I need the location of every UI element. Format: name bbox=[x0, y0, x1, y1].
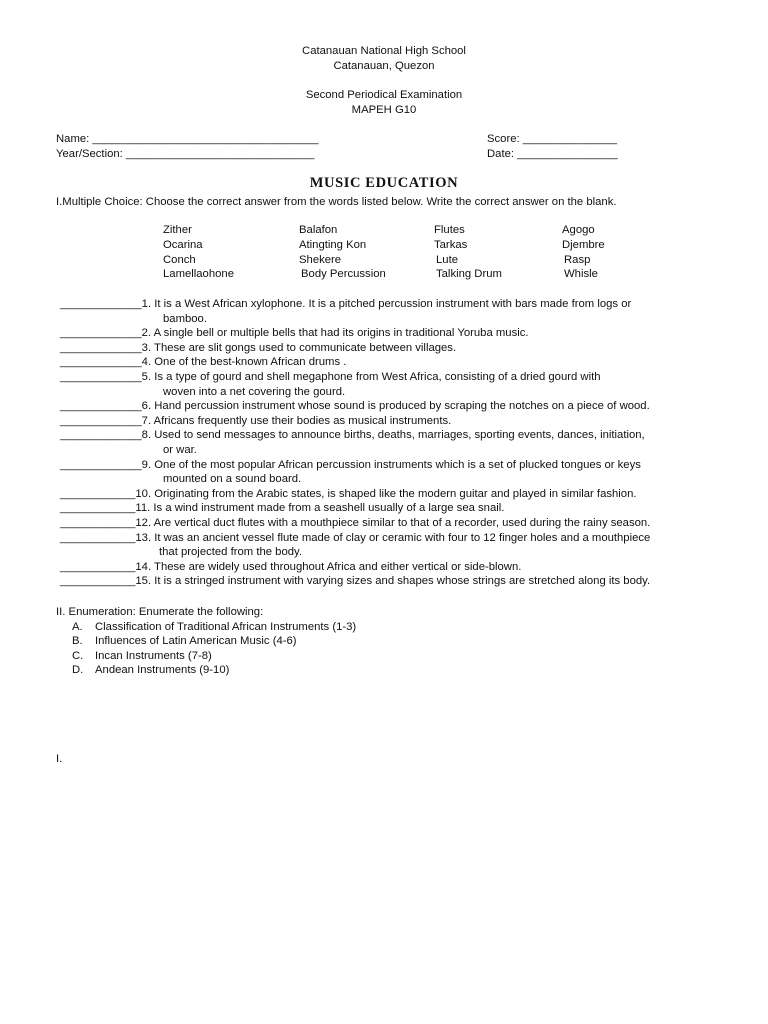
question-text: These are slit gongs used to communicate between villages. bbox=[151, 341, 457, 354]
question-text: Is a wind instrument made from a seashell usually of a large sea snail. bbox=[150, 502, 505, 515]
enumeration-letter: B. bbox=[72, 635, 83, 648]
year-section-field[interactable]: Year/Section: ______________________________ bbox=[56, 148, 315, 160]
question-text-continued: woven into a net covering the gourd. bbox=[163, 385, 346, 398]
question-item bbox=[60, 414, 760, 429]
question-text: Used to send messages to announce births, deaths, marriages, sporting events, dances, initiation, bbox=[151, 429, 645, 442]
enumeration-heading: II. Enumeration: Enumerate the following: bbox=[56, 606, 264, 618]
question-item bbox=[60, 399, 760, 414]
answer-blank[interactable]: ____________15. bbox=[60, 575, 152, 588]
exam-subject: MAPEH G10 bbox=[351, 104, 417, 116]
choice-word: Lute bbox=[436, 254, 458, 266]
enumeration-letter: A. bbox=[72, 620, 83, 633]
enumeration-item bbox=[56, 634, 356, 649]
choice-word: Balafon bbox=[299, 224, 338, 236]
question-text: Originating from the Arabic states, is shaped like the modern guitar and played in similar fashion. bbox=[151, 487, 637, 500]
choice-word: Lamellaohone bbox=[163, 268, 234, 280]
answer-blank[interactable]: _____________2. bbox=[60, 327, 152, 340]
answer-blank[interactable]: ____________11. bbox=[60, 502, 151, 515]
question-text-continued: that projected from the body. bbox=[159, 546, 302, 559]
answer-blank[interactable]: _____________4. bbox=[60, 356, 152, 369]
question-list bbox=[60, 297, 760, 589]
choice-word: Shekere bbox=[299, 254, 342, 266]
answer-blank[interactable]: _____________7. bbox=[60, 414, 152, 427]
question-item bbox=[60, 516, 760, 531]
question-text: Hand percussion instrument whose sound is produced by scraping the notches on a piece of wood. bbox=[151, 400, 650, 413]
answer-blank[interactable]: _____________3. bbox=[60, 341, 152, 354]
score-field[interactable]: Score: _______________ bbox=[487, 133, 618, 145]
question-text: It is a West African xylophone. It is a pitched percussion instrument with bars made from logs or bbox=[151, 298, 632, 310]
question-item bbox=[60, 487, 760, 502]
answer-blank[interactable]: _____________1. bbox=[60, 298, 152, 310]
question-text: It was an ancient vessel flute made of clay or ceramic with four to 12 finger holes and a mouthpiece bbox=[151, 531, 651, 544]
enumeration-text: Incan Instruments (7-8) bbox=[95, 649, 212, 662]
answer-blank[interactable]: _____________6. bbox=[60, 400, 152, 413]
answer-blank[interactable]: _____________9. bbox=[60, 458, 152, 471]
choice-word: Conch bbox=[163, 254, 196, 266]
multiple-choice-instructions: I.Multiple Choice: Choose the correct answer from the words listed below. Write the correct answer on the blank. bbox=[56, 196, 617, 208]
question-item bbox=[60, 560, 760, 575]
answer-blank[interactable]: ____________13. bbox=[60, 531, 152, 544]
enumeration-item bbox=[56, 620, 356, 635]
name-field[interactable]: Name: ____________________________________ bbox=[56, 133, 319, 145]
choice-word: Rasp bbox=[564, 254, 591, 266]
question-text: One of the most popular African percussion instruments which is a set of plucked tongues or keys bbox=[151, 458, 641, 471]
choice-word: Body Percussion bbox=[301, 268, 386, 280]
enumeration-section bbox=[56, 605, 356, 678]
answer-blank[interactable]: ____________14. bbox=[60, 560, 152, 573]
answer-blank[interactable]: ____________10. bbox=[60, 487, 152, 500]
question-text: Are vertical duct flutes with a mouthpiece similar to that of a recorder, used during the rainy season. bbox=[151, 516, 651, 529]
question-item bbox=[60, 574, 760, 589]
question-item bbox=[60, 326, 760, 341]
question-item bbox=[60, 341, 760, 356]
enumeration-letter: D. bbox=[72, 664, 84, 677]
question-text: These are widely used throughout Africa and either vertical or side-blown. bbox=[151, 560, 522, 573]
question-text-continued: mounted on a sound board. bbox=[163, 473, 302, 486]
answer-blank[interactable]: _____________8. bbox=[60, 429, 152, 442]
choice-word: Flutes bbox=[434, 224, 465, 236]
question-item bbox=[60, 531, 760, 560]
enumeration-text: Andean Instruments (9-10) bbox=[95, 664, 230, 677]
date-field[interactable]: Date: ________________ bbox=[487, 148, 618, 160]
question-text: One of the best-known African drums . bbox=[151, 356, 347, 369]
question-text: Africans frequently use their bodies as musical instruments. bbox=[151, 414, 452, 427]
question-item bbox=[60, 428, 760, 457]
school-name: Catanauan National High School bbox=[302, 45, 466, 57]
question-item bbox=[60, 458, 760, 487]
choice-word: Whisle bbox=[564, 268, 598, 280]
choice-word: Zither bbox=[163, 224, 192, 236]
question-item bbox=[60, 355, 760, 370]
question-text-continued: bamboo. bbox=[163, 312, 207, 325]
choice-word: Talking Drum bbox=[436, 268, 502, 280]
enumeration-letter: C. bbox=[72, 649, 84, 662]
choice-word: Tarkas bbox=[434, 239, 468, 251]
question-text-continued: or war. bbox=[163, 443, 197, 456]
enumeration-item bbox=[56, 663, 356, 678]
choice-word: Agogo bbox=[562, 224, 595, 236]
question-text: Is a type of gourd and shell megaphone from West Africa, consisting of a dried gourd with bbox=[151, 370, 601, 383]
question-item bbox=[60, 297, 760, 326]
question-item bbox=[60, 370, 760, 399]
question-text: A single bell or multiple bells that had its origins in traditional Yoruba music. bbox=[151, 327, 529, 340]
exam-title: Second Periodical Examination bbox=[305, 89, 463, 101]
question-item bbox=[60, 501, 760, 516]
choice-word: Djembre bbox=[562, 239, 605, 251]
enumeration-text: Classification of Traditional African Instruments (1-3) bbox=[95, 620, 357, 633]
question-text: It is a stringed instrument with varying sizes and shapes whose strings are stretched along its body. bbox=[151, 575, 651, 588]
answer-blank[interactable]: _____________5. bbox=[60, 370, 152, 383]
enumeration-text: Influences of Latin American Music (4-6) bbox=[95, 635, 297, 648]
choice-word: Ocarina bbox=[163, 239, 203, 251]
school-town: Catanauan, Quezon bbox=[333, 60, 435, 72]
choice-word: Atingting Kon bbox=[299, 239, 367, 251]
section-title: MUSIC EDUCATION bbox=[309, 175, 459, 191]
enumeration-item bbox=[56, 649, 356, 664]
answer-section-label: I. bbox=[56, 753, 63, 765]
answer-blank[interactable]: ____________12. bbox=[60, 516, 152, 529]
